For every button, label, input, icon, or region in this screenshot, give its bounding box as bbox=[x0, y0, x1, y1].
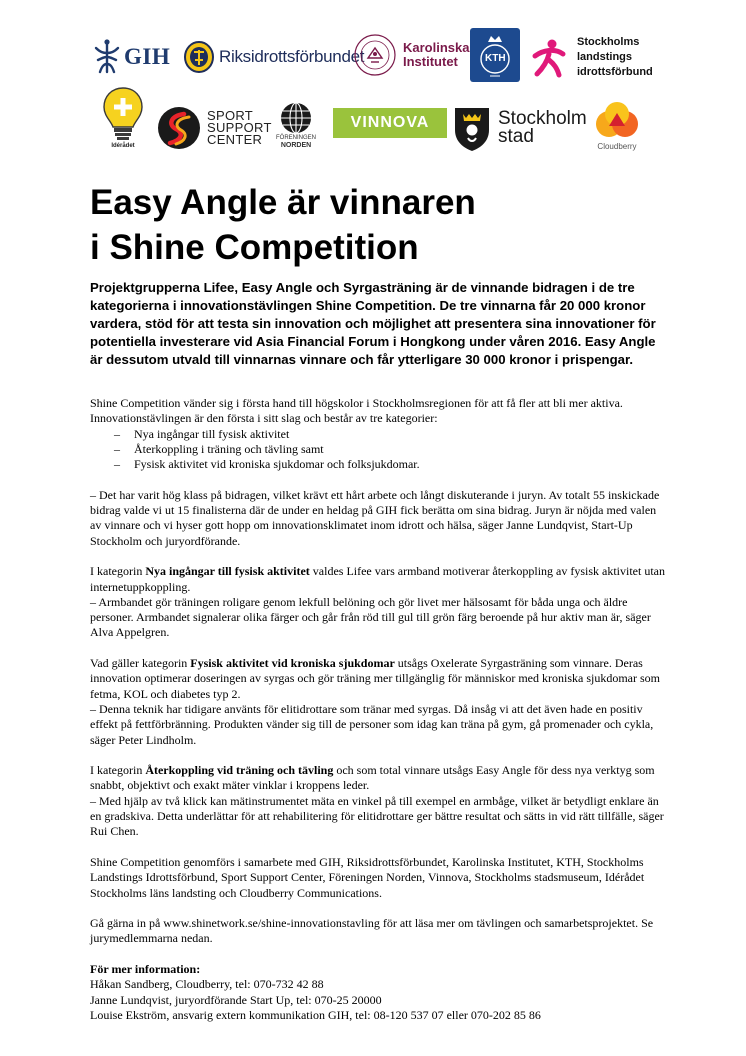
norden-wordmark: FÖRENINGEN NORDEN bbox=[276, 135, 317, 149]
rf-crest-icon bbox=[183, 40, 215, 74]
ssc-wordmark: SPORT SUPPORT CENTER bbox=[207, 108, 272, 147]
slif-wordmark: Stockholms landstings idrottsförbund bbox=[577, 36, 653, 78]
dash-bullet: – bbox=[114, 426, 120, 441]
foreningen-norden-logo bbox=[276, 101, 316, 149]
gih-wordmark: GIH bbox=[124, 44, 171, 69]
slif-logo bbox=[529, 35, 653, 80]
contact-heading: För mer information: bbox=[90, 961, 201, 976]
lifee-quote: – Armbandet gör träningen roligare genom lekfull belöning och gör livet mer hälsosamt för båda unga och äldre personer. Armbandet signalerar olika färger och går från röd till gul till grön färg beroende på hur aktiv man är, säger Alva Appelgren. bbox=[90, 594, 651, 640]
easyangle-paragraph: I kategorin Återkoppling vid träning och tävling och som total vinnare utsågs Easy Angle för dess nya verktyg som snabbt, objektivt och exakt mäter vinklar i kroppens leder. – Med hjälp av två klick kan mätinstrumentet mäta en vinkel på till exempel en armbåge, vilket är betydligt enklare än en gradskiva. Detta underlättar för att rehabilitering för elitidrottare ger bättre resultat och sätts in vid rätt tillfälle, säger Rui Chen. bbox=[90, 763, 664, 839]
list-item: – Fysisk aktivitet vid kroniska sjukdomar och folksjukdomar. bbox=[114, 457, 420, 472]
lightbulb-icon bbox=[99, 85, 147, 143]
contact-block bbox=[90, 962, 670, 1023]
category-list bbox=[90, 427, 670, 473]
lead-paragraph: Projektgrupperna Lifee, Easy Angle och Syrgasträning är de vinnande bidragen i de tre kategorierna i innovationstävlingen Shine Competition. De tre vinnarna får 20 000 kronor vardera, stöd för att testa sin innovation och möjlighet att presentera sina innovationer för potentiella investerare vid Asia Financial Forum i Hongkong under våren 2016. Easy Angle är dessutom utvald till vinnarnas vinnare och får ytterligare 30 000 kronor i prispengar. bbox=[90, 280, 656, 367]
iderdadet-logo bbox=[99, 85, 147, 149]
kth-wordmark: KTH bbox=[485, 53, 506, 64]
syrgas-paragraph: Vad gäller kategorin Fysisk aktivitet vid kroniska sjukdomar utsågs Oxelerate Syrgasträning som vinnare. Deras innovation optimerar doseringen av syrgas och gör träning mer tillgänglig för människor med kroniska sjukdomar som fetma, KOL och diabetes typ 2. – Denna teknik har tidigare använts för elitidrottare som tränar med syrgas. Då insåg vi att det även hade en positiv effekt på fettförbränning. Produkten vänder sig till de personer som idag kan träna på gym, gå promenader och cykla, säger Peter Lindholm. bbox=[90, 656, 660, 747]
cloudberry-berry-icon bbox=[594, 100, 640, 142]
headline bbox=[90, 180, 650, 270]
easyangle-quote: – Med hjälp av två klick kan mätinstrumentet mäta en vinkel på till exempel en armbåge, vilket är betydligt enklare än en gradskiva. Detta underlättar för att rehabilitering för elitidrottare ger bättre resultat och sätts in vid rätt tillfälle, säger Rui Chen. bbox=[90, 793, 664, 839]
stockholm-stad-logo bbox=[452, 104, 587, 152]
kth-logo bbox=[468, 26, 522, 84]
partners-paragraph: Shine Competition genomförs i samarbete med GIH, Riksidrottsförbundet, Karolinska Institutet, KTH, Stockholms Landstings Idrottsförbund, Sport Support Center, Föreningen Norden, Vinnova, Stockholms stadsmuseum, Idérådet Stockholms läns landsting och Cloudberry Communications. bbox=[90, 854, 645, 900]
gih-logo bbox=[92, 38, 170, 76]
vinnova-wordmark: VINNOVA bbox=[350, 114, 430, 131]
riksidrottsforbundet-wordmark: Riksidrottsförbundet bbox=[219, 47, 365, 66]
syrgas-quote: – Denna teknik har tidigare använts för elitidrottare som tränar med syrgas. Då insåg vi att det även hade en positiv effekt på fettförbränning. Produkten vänder sig till de personer som idag kan träna på gym, gå promenader och cykla, säger Peter Lindholm. bbox=[90, 701, 654, 747]
globe-icon bbox=[279, 101, 313, 135]
karolinska-logo bbox=[353, 33, 469, 77]
stockholm-wordmark: Stockholm stad bbox=[498, 108, 587, 147]
riksidrottsforbundet-logo bbox=[183, 40, 364, 74]
cloudberry-wordmark: Cloudberry bbox=[597, 142, 637, 151]
category-name: Nya ingångar till fysisk aktivitet bbox=[145, 564, 310, 579]
article-body bbox=[90, 396, 670, 1038]
stockholm-crown-icon bbox=[452, 104, 492, 152]
karolinska-wordmark: Karolinska Institutet bbox=[403, 40, 470, 69]
cloudberry-logo bbox=[594, 100, 640, 151]
contact-line: Janne Lundqvist, juryordförande Start Up, tel: 070-25 20000 bbox=[90, 992, 382, 1007]
category-name: Återkoppling vid träning och tävling bbox=[145, 763, 334, 778]
slif-figure-icon bbox=[529, 38, 569, 78]
gih-emblem-icon bbox=[92, 38, 122, 76]
vinnova-logo bbox=[333, 108, 447, 138]
jury-quote-paragraph: – Det har varit hög klass på bidragen, vilket krävt ett hårt arbete och långt diskuterande i juryn. Av totalt 55 inskickade bidrag valde vi ut 15 finalisterna där de under en heldag på GIH fick berätta om sina bidrag. Juryn är nöjda med valen av vinnare och vi hyser gott hopp om innovationsklimatet inom idrott och hälsa, säger Janne Lundqvist, Start-Up Stockholm och juryordförande. bbox=[90, 487, 660, 548]
iderdadet-wordmark: Idérådet bbox=[111, 143, 135, 149]
readmore-paragraph: Gå gärna in på www.shinetwork.se/shine-innovationstavling för att läsa mer om tävlingen och samarbetsprojektet. Se jurymedlemmarna nedan. bbox=[90, 916, 654, 946]
headline-line-1: Easy Angle är vinnaren bbox=[90, 183, 476, 222]
lifee-paragraph: I kategorin Nya ingångar till fysisk aktivitet valdes Lifee vars armband motiverar återkoppling av fysisk aktivitet utan internetuppkoppling. – Armbandet gör träningen roligare genom lekfull belöning och gör livet mer hälsosamt för båda unga och äldre personer. Armbandet signalerar olika färger och går från röd till gul till grön färg beroende på hur aktiv man är, säger Alva Appelgren. bbox=[90, 564, 665, 640]
sport-support-center-logo bbox=[156, 105, 272, 151]
list-item: – Nya ingångar till fysisk aktivitet bbox=[114, 426, 290, 441]
ssc-swoosh-icon bbox=[156, 105, 202, 151]
list-item: – Återkoppling i träning och tävling samt bbox=[114, 441, 324, 456]
intro-paragraph: Shine Competition vänder sig i första hand till högskolor i Stockholmsregionen för att få fler att bli mer aktiva. Innovationstävlingen är den första i sitt slag och består av tre kategorier: bbox=[90, 396, 623, 426]
dash-bullet: – bbox=[114, 441, 120, 456]
contact-line: Louise Ekström, ansvarig extern kommunikation GIH, tel: 08-120 537 07 eller 070-202 85 86 bbox=[90, 1007, 541, 1022]
headline-line-2: i Shine Competition bbox=[90, 228, 419, 267]
category-name: Fysisk aktivitet vid kroniska sjukdomar bbox=[190, 656, 395, 671]
ki-seal-icon bbox=[353, 33, 397, 77]
contact-line: Håkan Sandberg, Cloudberry, tel: 070-732 42 88 bbox=[90, 977, 324, 992]
dash-bullet: – bbox=[114, 457, 120, 472]
